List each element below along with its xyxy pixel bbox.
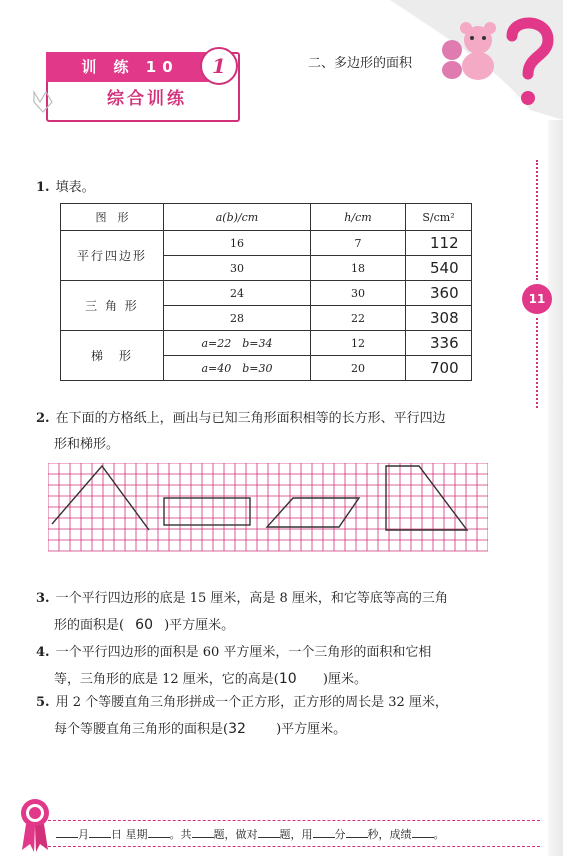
flower-icon: [30, 88, 56, 114]
ab-cell: a=40 b=30: [164, 356, 311, 381]
lesson-label: 训 练 10: [46, 52, 214, 82]
table-row: [61, 331, 472, 356]
footer-total-label: 。共: [169, 828, 192, 841]
question-4: [36, 640, 516, 693]
question-1: [36, 175, 95, 201]
column-header: S/cm²: [406, 204, 472, 231]
footer-divider: [48, 820, 540, 822]
question-2: [36, 406, 516, 458]
given-triangle: [52, 466, 149, 530]
ab-cell: 24: [164, 281, 311, 306]
question-3: [36, 586, 516, 639]
area-answer[interactable]: 112: [406, 231, 472, 256]
h-cell: 7: [311, 231, 406, 256]
table-row: [61, 281, 472, 306]
answer-blank[interactable]: 32: [228, 721, 246, 737]
figure-name: 平行四边形: [61, 231, 164, 281]
question-text: 等，三角形的底是 12 厘米，它的高是(: [54, 672, 279, 687]
question-text: )厘米。: [322, 672, 367, 687]
area-answer[interactable]: 700: [406, 356, 472, 381]
lesson-badge: 1: [200, 47, 238, 85]
footer-used-label: 题，用: [279, 828, 313, 841]
footer-divider: [48, 846, 540, 848]
h-cell: 12: [311, 331, 406, 356]
question-text: 填表。: [55, 180, 95, 195]
area-answer[interactable]: 360: [406, 281, 472, 306]
footer-month-label: 月: [78, 828, 89, 841]
grid-paper[interactable]: [48, 463, 488, 560]
ribbon-rosette-icon: [18, 796, 52, 852]
right-margin-strip: [548, 120, 563, 856]
footer-questions-label: 题，做对: [213, 828, 258, 841]
h-cell: 22: [311, 306, 406, 331]
lesson-title: 综合训练: [107, 89, 187, 109]
ab-cell: a=22 b=34: [164, 331, 311, 356]
answer-blank[interactable]: 60: [135, 617, 153, 633]
footer-end: 。: [433, 828, 445, 841]
column-header: h/cm: [311, 204, 406, 231]
footer-day-label: 日 星期: [111, 828, 148, 841]
ab-cell: 30: [164, 256, 311, 281]
question-text: 在下面的方格纸上，画出与已知三角形面积相等的长方形、平行四边: [55, 411, 446, 426]
question-number: 2.: [36, 411, 50, 426]
table-row: [61, 231, 472, 256]
column-header: 图 形: [61, 204, 164, 231]
question-text: 一个平行四边形的底是 15 厘米，高是 8 厘米，和它等底等高的三角: [55, 591, 448, 606]
page-number-badge: 11: [522, 284, 552, 314]
question-text: )平方厘米。: [276, 722, 347, 737]
h-cell: 18: [311, 256, 406, 281]
h-cell: 30: [311, 281, 406, 306]
footer-minutes-label: 分: [334, 828, 346, 841]
question-text: 每个等腰直角三角形的面积是(: [54, 722, 229, 737]
question-text: 形和梯形。: [54, 437, 120, 452]
table-header-row: [61, 204, 472, 231]
figure-name: 梯 形: [61, 331, 164, 381]
h-cell: 20: [311, 356, 406, 381]
drawn-rectangle: [164, 498, 250, 525]
question-number: 5.: [36, 695, 50, 710]
dotted-guide: [536, 318, 540, 408]
ab-cell: 16: [164, 231, 311, 256]
footer-record: [56, 826, 445, 842]
fill-in-table: [60, 203, 472, 381]
area-answer[interactable]: 336: [406, 331, 472, 356]
area-answer[interactable]: 540: [406, 256, 472, 281]
column-header: a(b)/cm: [164, 204, 311, 231]
answer-blank[interactable]: 10: [278, 671, 297, 687]
question-number: 3.: [36, 591, 50, 606]
ab-cell: 28: [164, 306, 311, 331]
question-text: 形的面积是(: [54, 618, 125, 633]
question-number: 4.: [36, 645, 50, 660]
question-text: )平方厘米。: [164, 618, 235, 633]
question-text: 一个平行四边形的面积是 60 平方厘米，一个三角形的面积和它相: [55, 645, 432, 660]
question-5: [36, 690, 516, 743]
area-answer[interactable]: 308: [406, 306, 472, 331]
footer-seconds-label: 秒，成绩: [367, 828, 412, 841]
section-title: 二、多边形的面积: [308, 56, 413, 71]
question-number: 1.: [36, 180, 50, 195]
figure-name: 三 角 形: [61, 281, 164, 331]
dotted-guide: [536, 160, 540, 280]
question-text: 用 2 个等腰直角三角形拼成一个正方形，正方形的周长是 32 厘米，: [55, 695, 448, 710]
